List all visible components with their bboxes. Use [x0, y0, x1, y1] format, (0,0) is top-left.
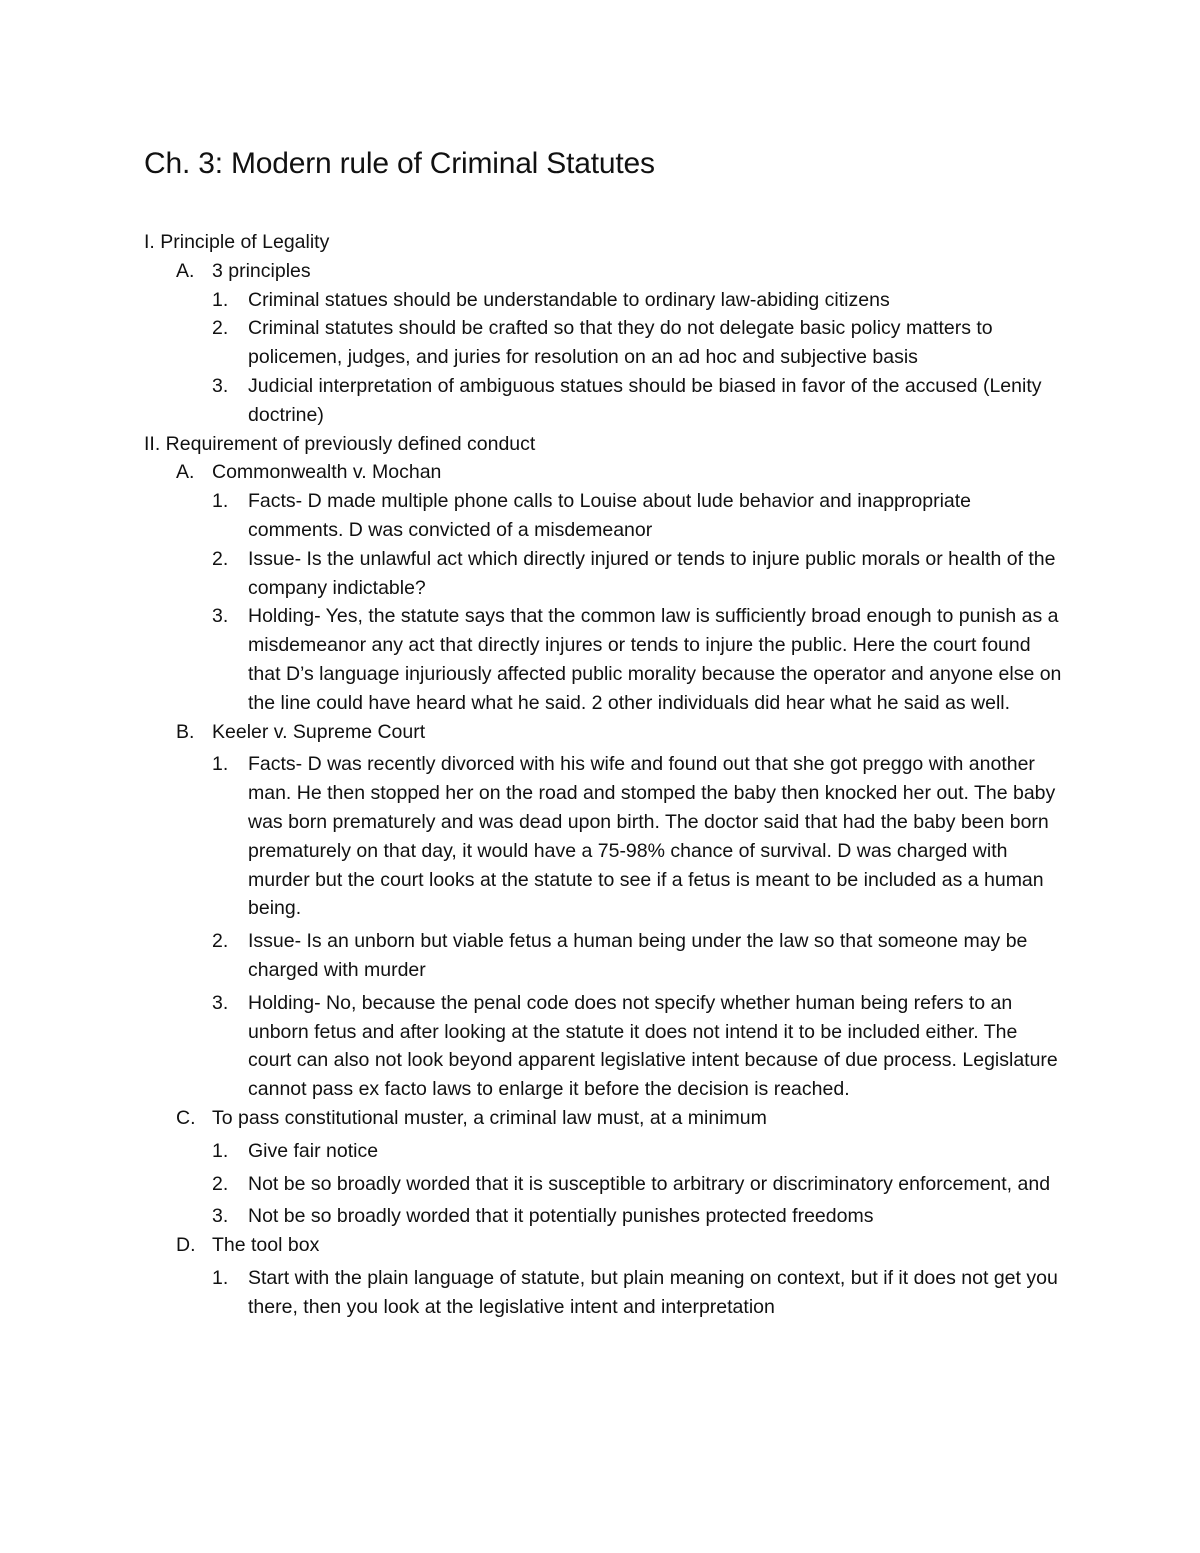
list-item-text: Not be so broadly worded that it is susceptible to arbitrary or discriminatory enforcement, and: [248, 1172, 1051, 1195]
list-item-text: Start with the plain language of statute, but plain meaning on context, but if it does not get you there, then you look at the legislative intent and interpretation: [248, 1266, 1058, 1318]
list-item-number: 1.: [212, 1266, 229, 1289]
outline-content: [144, 228, 1064, 1321]
subsection-label: C.: [176, 1106, 196, 1129]
list-item-number: 3.: [212, 1205, 229, 1228]
list-item-text: Criminal statues should be understandable to ordinary law-abiding citizens: [248, 288, 890, 311]
subsection-text: Keeler v. Supreme Court: [212, 720, 426, 743]
list-item-text: Holding- No, because the penal code does not specify whether human being refers to an unborn fetus and after looking at the statute it does not intend it to be included either. The court can also not look beyond apparent legislative intent because of due process. Legislature cannot pass ex facto laws to enlarge it before the decision is reached.: [248, 991, 1058, 1101]
list-item-text: Facts- D made multiple phone calls to Louise about lude behavior and inappropriate comments. D was convicted of a misdemeanor: [248, 490, 972, 541]
list-item-text: Issue- Is the unlawful act which directly injured or tends to injure public morals or health of the company indictable?: [248, 547, 1056, 599]
list-item-text: Give fair notice: [248, 1139, 379, 1162]
list-item-text: Not be so broadly worded that it potentially punishes protected freedoms: [248, 1205, 874, 1228]
list-item-number: 1.: [212, 288, 229, 311]
list-item: [144, 989, 1064, 1104]
list-item-text: Holding- Yes, the statute says that the common law is sufficiently broad enough to punish as a misdemeanor any act that directly injures or tends to injure the public. Here the court found that D’s language injuriously affected public morality because the operator and anyone else on the line could have heard what he said. 2 other individuals did hear what he said as well.: [248, 605, 1062, 714]
section-heading: II. Requirement of previously defined conduct: [144, 432, 536, 455]
subsection: [144, 1231, 1064, 1260]
subsection-text: Commonwealth v. Mochan: [212, 461, 442, 484]
subsection-label: A.: [176, 461, 195, 484]
list-item-number: 1.: [212, 490, 229, 513]
subsection-text: The tool box: [212, 1234, 320, 1257]
section-heading: I. Principle of Legality: [144, 231, 330, 253]
list-item-number: 3.: [212, 374, 229, 397]
subsection-label: B.: [176, 720, 195, 743]
list-item: [144, 372, 1064, 430]
page-title: Ch. 3: Modern rule of Criminal Statutes: [144, 147, 655, 180]
list-item-number: 2.: [212, 1172, 229, 1195]
subsection-text: To pass constitutional muster, a criminal law must, at a minimum: [212, 1106, 767, 1129]
list-item-text: Criminal statutes should be crafted so that they do not delegate basic policy matters to policemen, judges, and juries for resolution on an ad hoc and subjective basis: [248, 317, 993, 369]
subsection: [144, 1104, 1064, 1133]
subsection: [144, 718, 1064, 747]
list-item-number: 2.: [212, 547, 229, 570]
list-item: [144, 750, 1064, 923]
list-item: [144, 927, 1064, 985]
subsection: [144, 458, 1064, 487]
subsection-label: D.: [176, 1234, 196, 1257]
list-item: [144, 1264, 1064, 1322]
list-item-text: Judicial interpretation of ambiguous statues should be biased in favor of the accused (Lenity doctrine): [248, 374, 1042, 426]
list-item-number: 3.: [212, 605, 229, 628]
list-item: [144, 487, 1064, 545]
list-item: [144, 314, 1064, 372]
subsection-label: A.: [176, 259, 195, 282]
list-item: [144, 1202, 1064, 1231]
subsection: [144, 257, 1064, 286]
list-item-number: 1.: [212, 1139, 229, 1162]
subsection-text: 3 principles: [212, 259, 311, 282]
list-item-number: 1.: [212, 753, 229, 776]
list-item: [144, 286, 1064, 315]
list-item: [144, 545, 1064, 603]
list-item: [144, 1170, 1064, 1199]
list-item-number: 2.: [212, 317, 229, 340]
list-item-text: Facts- D was recently divorced with his wife and found out that she got preggo with another man. He then stopped her on the road and stomped the baby then knocked her out. The baby was born prematurely and was dead upon birth. The doctor said that had the baby been born prematurely on that day, it would have a 75-98% chance of survival. D was charged with murder but the court looks at the statute to see if a fetus is meant to be included as a human being.: [248, 753, 1056, 920]
list-item-text: Issue- Is an unborn but viable fetus a human being under the law so that someone may be charged with murder: [248, 930, 1028, 981]
list-item-number: 3.: [212, 991, 229, 1014]
list-item: [144, 1137, 1064, 1166]
list-item: [144, 602, 1064, 717]
list-item-number: 2.: [212, 930, 229, 953]
